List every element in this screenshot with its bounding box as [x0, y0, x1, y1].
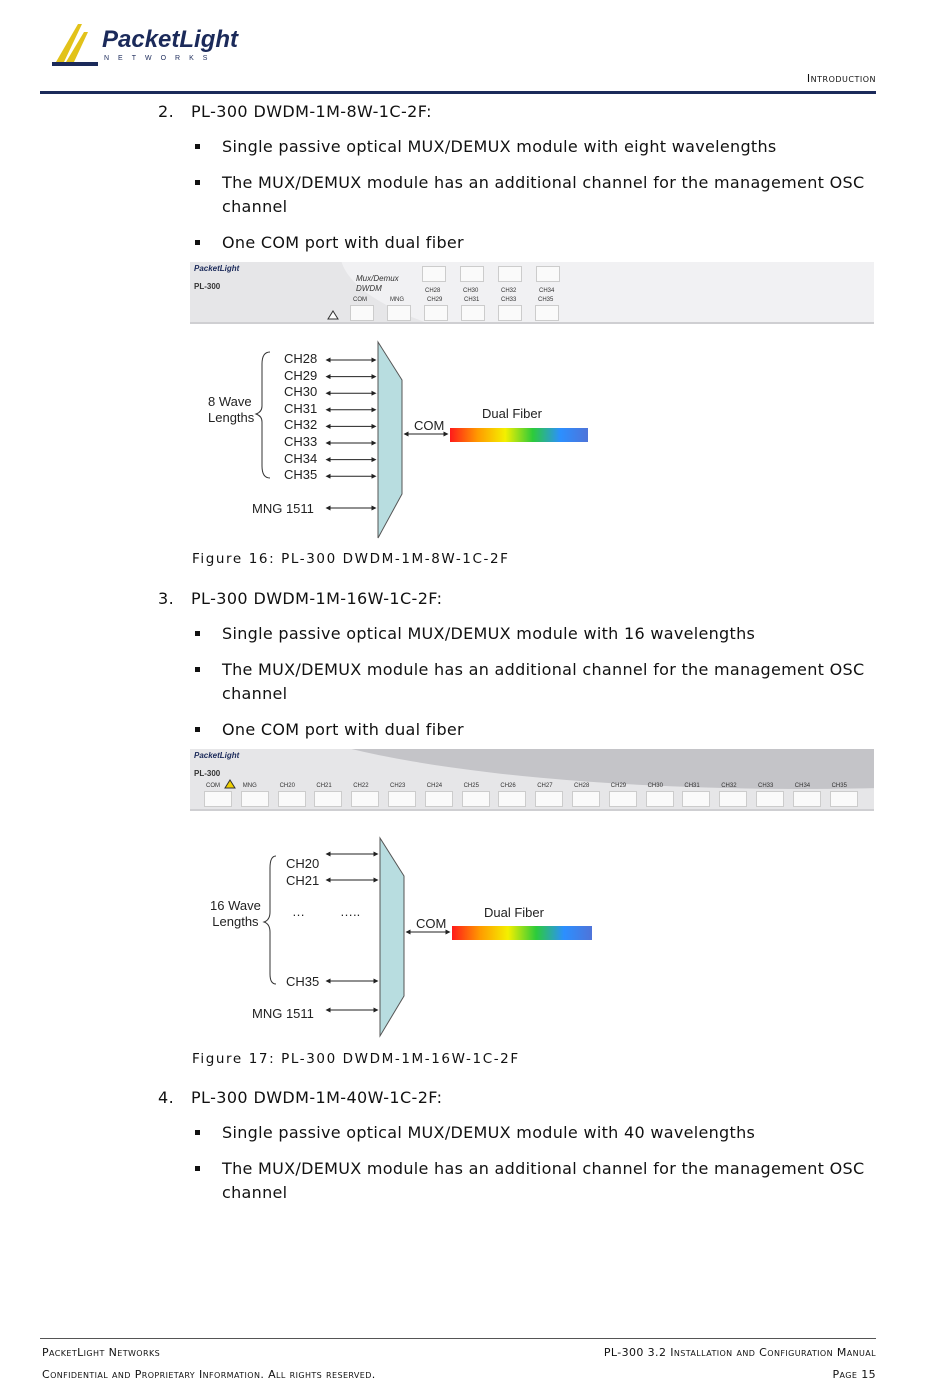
bullet-item: The MUX/DEMUX module has an additional channel for the management OSC channel — [222, 171, 882, 219]
fiber-port — [646, 791, 674, 807]
fiber-port — [498, 791, 526, 807]
fiber-label: Dual Fiber — [482, 406, 542, 421]
channel-list — [284, 351, 317, 484]
item-title: PL-300 DWDM-1M-16W-1C-2F: — [191, 589, 443, 608]
port-label: COM — [206, 783, 220, 789]
mux-block — [380, 838, 404, 1036]
com-label: COM — [414, 418, 445, 433]
port-label: CH21 — [316, 783, 332, 789]
port-label: CH31 — [464, 297, 480, 303]
figure-caption: Figure 16: PL-300 DWDM-1M-8W-1C-2F — [192, 551, 510, 567]
port-label: CH26 — [500, 783, 516, 789]
panel-subtitle: DWDM — [356, 284, 382, 293]
bullet-item: The MUX/DEMUX module has an additional channel for the management OSC channel — [222, 1157, 882, 1205]
channel-label: CH20 — [286, 856, 320, 871]
dual-fiber-spectrum — [450, 428, 588, 442]
warning-icon — [224, 779, 236, 789]
port-label: CH34 — [539, 288, 555, 294]
port-label: CH32 — [501, 288, 517, 294]
channel-label: CH34 — [284, 450, 318, 466]
fiber-port — [609, 791, 637, 807]
fiber-port — [498, 305, 522, 321]
port-label: CH28 — [425, 288, 441, 294]
figure-caption: Figure 17: PL-300 DWDM-1M-16W-1C-2F — [192, 1051, 520, 1067]
port-label: CH25 — [463, 783, 479, 789]
fiber-port — [460, 266, 484, 282]
page-number: Page 15 — [832, 1368, 876, 1381]
logo-emblem-icon — [52, 22, 100, 66]
port-label: CH30 — [647, 783, 663, 789]
port-label: CH28 — [574, 783, 590, 789]
fiber-port — [278, 791, 306, 807]
fiber-port — [350, 305, 374, 321]
bullet-item: One COM port with dual fiber — [222, 718, 882, 742]
fiber-port — [388, 791, 416, 807]
item-number: 3. — [158, 589, 175, 608]
channel-label: CH33 — [284, 433, 318, 449]
port-label: CH23 — [390, 783, 406, 789]
fiber-port — [241, 791, 269, 807]
header-rule — [40, 91, 876, 94]
channel-label: CH29 — [284, 367, 318, 383]
com-label: COM — [416, 916, 447, 931]
port-label: CH34 — [794, 783, 811, 789]
port-label: CH35 — [538, 297, 554, 303]
panel-logo: PacketLight — [194, 264, 240, 273]
port-label: CH29 — [610, 783, 627, 789]
dual-fiber-spectrum — [452, 926, 592, 940]
fiber-port — [536, 266, 560, 282]
fiber-port — [572, 791, 600, 807]
ellipsis: ….. — [340, 904, 361, 919]
section-title: Introduction — [806, 72, 876, 85]
port-label: COM — [353, 297, 367, 303]
fiber-port — [535, 791, 563, 807]
fiber-port — [424, 305, 448, 321]
device-front-panel — [190, 262, 874, 324]
item-title: PL-300 DWDM-1M-8W-1C-2F: — [191, 102, 432, 121]
port-label: MNG — [390, 297, 404, 303]
channel-label: CH32 — [284, 417, 318, 433]
port-label: CH29 — [427, 297, 443, 303]
panel-logo: PacketLight — [194, 751, 240, 760]
fiber-port — [756, 791, 784, 807]
port-label: CH33 — [758, 783, 774, 789]
bullet-item: Single passive optical MUX/DEMUX module with 16 wavelengths — [222, 622, 882, 646]
channel-label: CH21 — [286, 873, 320, 888]
brace — [256, 352, 270, 478]
fiber-port — [498, 266, 522, 282]
channel-label: CH31 — [284, 400, 318, 416]
channel-label: CH30 — [284, 384, 318, 400]
panel-title: Mux/Demux — [356, 274, 399, 283]
fiber-port — [204, 791, 232, 807]
bullet-item: Single passive optical MUX/DEMUX module with 40 wavelengths — [222, 1121, 882, 1145]
port-label: MNG — [242, 783, 257, 789]
port-label: CH30 — [463, 288, 479, 294]
fiber-port — [387, 305, 411, 321]
ellipsis: … — [292, 904, 305, 919]
group-label: 16 Wave Lengths — [210, 898, 261, 929]
port-label: CH32 — [721, 783, 737, 789]
port-label: CH24 — [426, 783, 443, 789]
device-front-panel — [190, 749, 874, 811]
warning-icon — [327, 310, 339, 320]
brace — [264, 856, 276, 984]
mng-label: MNG 1511 — [252, 501, 314, 516]
fiber-port — [719, 791, 747, 807]
panel-model: PL-300 — [194, 282, 221, 291]
channel-label: CH28 — [284, 351, 318, 366]
item-title: PL-300 DWDM-1M-40W-1C-2F: — [191, 1088, 443, 1107]
fiber-port — [682, 791, 710, 807]
bullet-item: The MUX/DEMUX module has an additional channel for the management OSC channel — [222, 658, 882, 706]
logo-subtitle: NETWORKS — [104, 55, 217, 62]
footer-confidential: Confidential and Proprietary Information. All rights reserved. — [42, 1368, 376, 1381]
mux-block — [378, 342, 402, 538]
port-label: CH20 — [279, 783, 295, 789]
footer-rule — [40, 1338, 876, 1339]
footer-company: PacketLight Networks — [42, 1346, 161, 1359]
fiber-port — [830, 791, 858, 807]
fiber-port — [425, 791, 453, 807]
fiber-port — [314, 791, 342, 807]
packetlight-logo — [52, 22, 262, 70]
fiber-port — [422, 266, 446, 282]
footer-manual-title: PL-300 3.2 Installation and Configuration Manual — [603, 1346, 876, 1359]
port-label: CH31 — [684, 783, 700, 789]
port-label: CH27 — [537, 783, 553, 789]
panel-model: PL-300 — [194, 769, 221, 778]
port-label: CH22 — [353, 783, 369, 789]
fiber-port — [462, 791, 490, 807]
logo-wordmark: PacketLight — [102, 26, 239, 53]
fiber-port — [461, 305, 485, 321]
port-label: CH33 — [501, 297, 517, 303]
fiber-port — [351, 791, 379, 807]
channel-label: CH35 — [284, 467, 318, 483]
bullet-item: Single passive optical MUX/DEMUX module with eight wavelengths — [222, 135, 882, 159]
fiber-label: Dual Fiber — [484, 905, 544, 920]
fiber-port — [535, 305, 559, 321]
port-label: CH35 — [831, 783, 847, 789]
item-number: 4. — [158, 1088, 175, 1107]
fiber-port — [793, 791, 821, 807]
group-label: 8 Wave Lengths — [208, 394, 255, 425]
item-number: 2. — [158, 102, 175, 121]
mng-label: MNG 1511 — [252, 1006, 314, 1021]
bullet-item: One COM port with dual fiber — [222, 231, 882, 255]
channel-label: CH35 — [286, 974, 320, 989]
